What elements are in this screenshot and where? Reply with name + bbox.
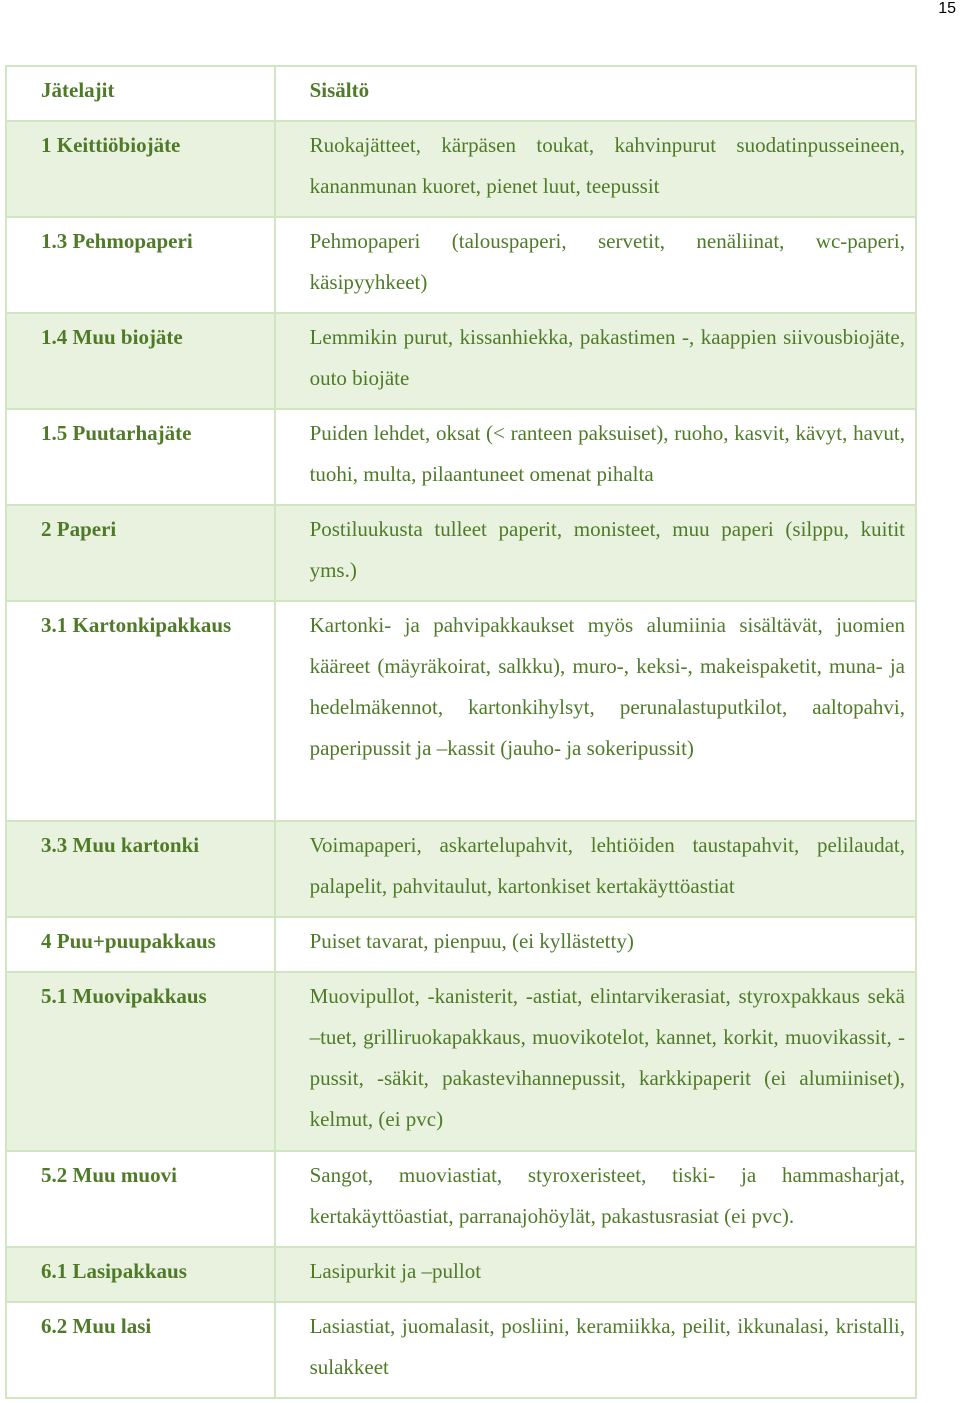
table-row bbox=[6, 121, 916, 217]
header-waste-type: Jätelajit bbox=[6, 66, 275, 121]
waste-types-table bbox=[5, 65, 917, 1399]
waste-type-cell: 1.4 Muu biojäte bbox=[6, 313, 275, 409]
waste-content-cell: Lemmikin purut, kissanhiekka, pakastimen -, kaappien siivousbiojäte, outo biojäte bbox=[275, 313, 916, 409]
waste-type-cell: 2 Paperi bbox=[6, 505, 275, 601]
waste-type-cell: 5.2 Muu muovi bbox=[6, 1151, 275, 1247]
waste-content-cell: Kartonki- ja pahvipakkaukset myös alumiinia sisältävät, juomien kääreet (mäyräkoirat, salkku), muro-, keksi-, makeispaketit, muna- ja hedelmäkennot, kartonkihylsyt, perunalastuputkilot, aaltopahvi, paperipussit ja –kassit (jauho- ja sokeripussit) bbox=[275, 601, 916, 821]
waste-content-cell: Ruokajätteet, kärpäsen toukat, kahvinpurut suodatinpusseineen, kananmunan kuoret, pienet luut, teepussit bbox=[275, 121, 916, 217]
waste-content-cell: Muovipullot, -kanisterit, -astiat, elintarvikerasiat, styroxpakkaus sekä –tuet, grilliruokapakkaus, muovikotelot, kannet, korkit, muovikassit, -pussit, -säkit, pakastevihannepussit, karkkipaperit (ei alumiiniset), kelmut, (ei pvc) bbox=[275, 972, 916, 1151]
waste-type-cell: 4 Puu+puupakkaus bbox=[6, 917, 275, 972]
table-row bbox=[6, 972, 916, 1151]
table-row bbox=[6, 1247, 916, 1302]
waste-content-cell: Sangot, muoviastiat, styroxeristeet, tiski- ja hammasharjat, kertakäyttöastiat, parranajohöylät, pakastusrasiat (ei pvc). bbox=[275, 1151, 916, 1247]
waste-type-cell: 6.2 Muu lasi bbox=[6, 1302, 275, 1398]
table-row bbox=[6, 1302, 916, 1398]
waste-content-cell: Pehmopaperi (talouspaperi, servetit, nenäliinat, wc-paperi, käsipyyhkeet) bbox=[275, 217, 916, 313]
waste-type-cell: 1.3 Pehmopaperi bbox=[6, 217, 275, 313]
page-number: 15 bbox=[938, 0, 956, 17]
waste-content-cell: Voimapaperi, askartelupahvit, lehtiöiden taustapahvit, pelilaudat, palapelit, pahvitaulut, kartonkiset kertakäyttöastiat bbox=[275, 821, 916, 917]
header-content: Sisältö bbox=[275, 66, 916, 121]
table-row bbox=[6, 917, 916, 972]
waste-type-cell: 1.5 Puutarhajäte bbox=[6, 409, 275, 505]
table-row bbox=[6, 1151, 916, 1247]
waste-type-cell: 5.1 Muovipakkaus bbox=[6, 972, 275, 1151]
table-header-row bbox=[6, 66, 916, 121]
waste-type-cell: 3.3 Muu kartonki bbox=[6, 821, 275, 917]
waste-type-cell: 1 Keittiöbiojäte bbox=[6, 121, 275, 217]
table-row bbox=[6, 601, 916, 821]
table-row bbox=[6, 217, 916, 313]
table-row bbox=[6, 313, 916, 409]
waste-type-cell: 6.1 Lasipakkaus bbox=[6, 1247, 275, 1302]
table-row bbox=[6, 409, 916, 505]
waste-content-cell: Lasiastiat, juomalasit, posliini, keramiikka, peilit, ikkunalasi, kristalli, sulakkeet bbox=[275, 1302, 916, 1398]
waste-content-cell: Puiden lehdet, oksat (< ranteen paksuiset), ruoho, kasvit, kävyt, havut, tuohi, multa, pilaantuneet omenat pihalta bbox=[275, 409, 916, 505]
waste-type-cell: 3.1 Kartonkipakkaus bbox=[6, 601, 275, 821]
waste-content-cell: Lasipurkit ja –pullot bbox=[275, 1247, 916, 1302]
table-row bbox=[6, 505, 916, 601]
table-row bbox=[6, 821, 916, 917]
waste-content-cell: Postiluukusta tulleet paperit, monisteet, muu paperi (silppu, kuitit yms.) bbox=[275, 505, 916, 601]
waste-content-cell: Puiset tavarat, pienpuu, (ei kyllästetty) bbox=[275, 917, 916, 972]
